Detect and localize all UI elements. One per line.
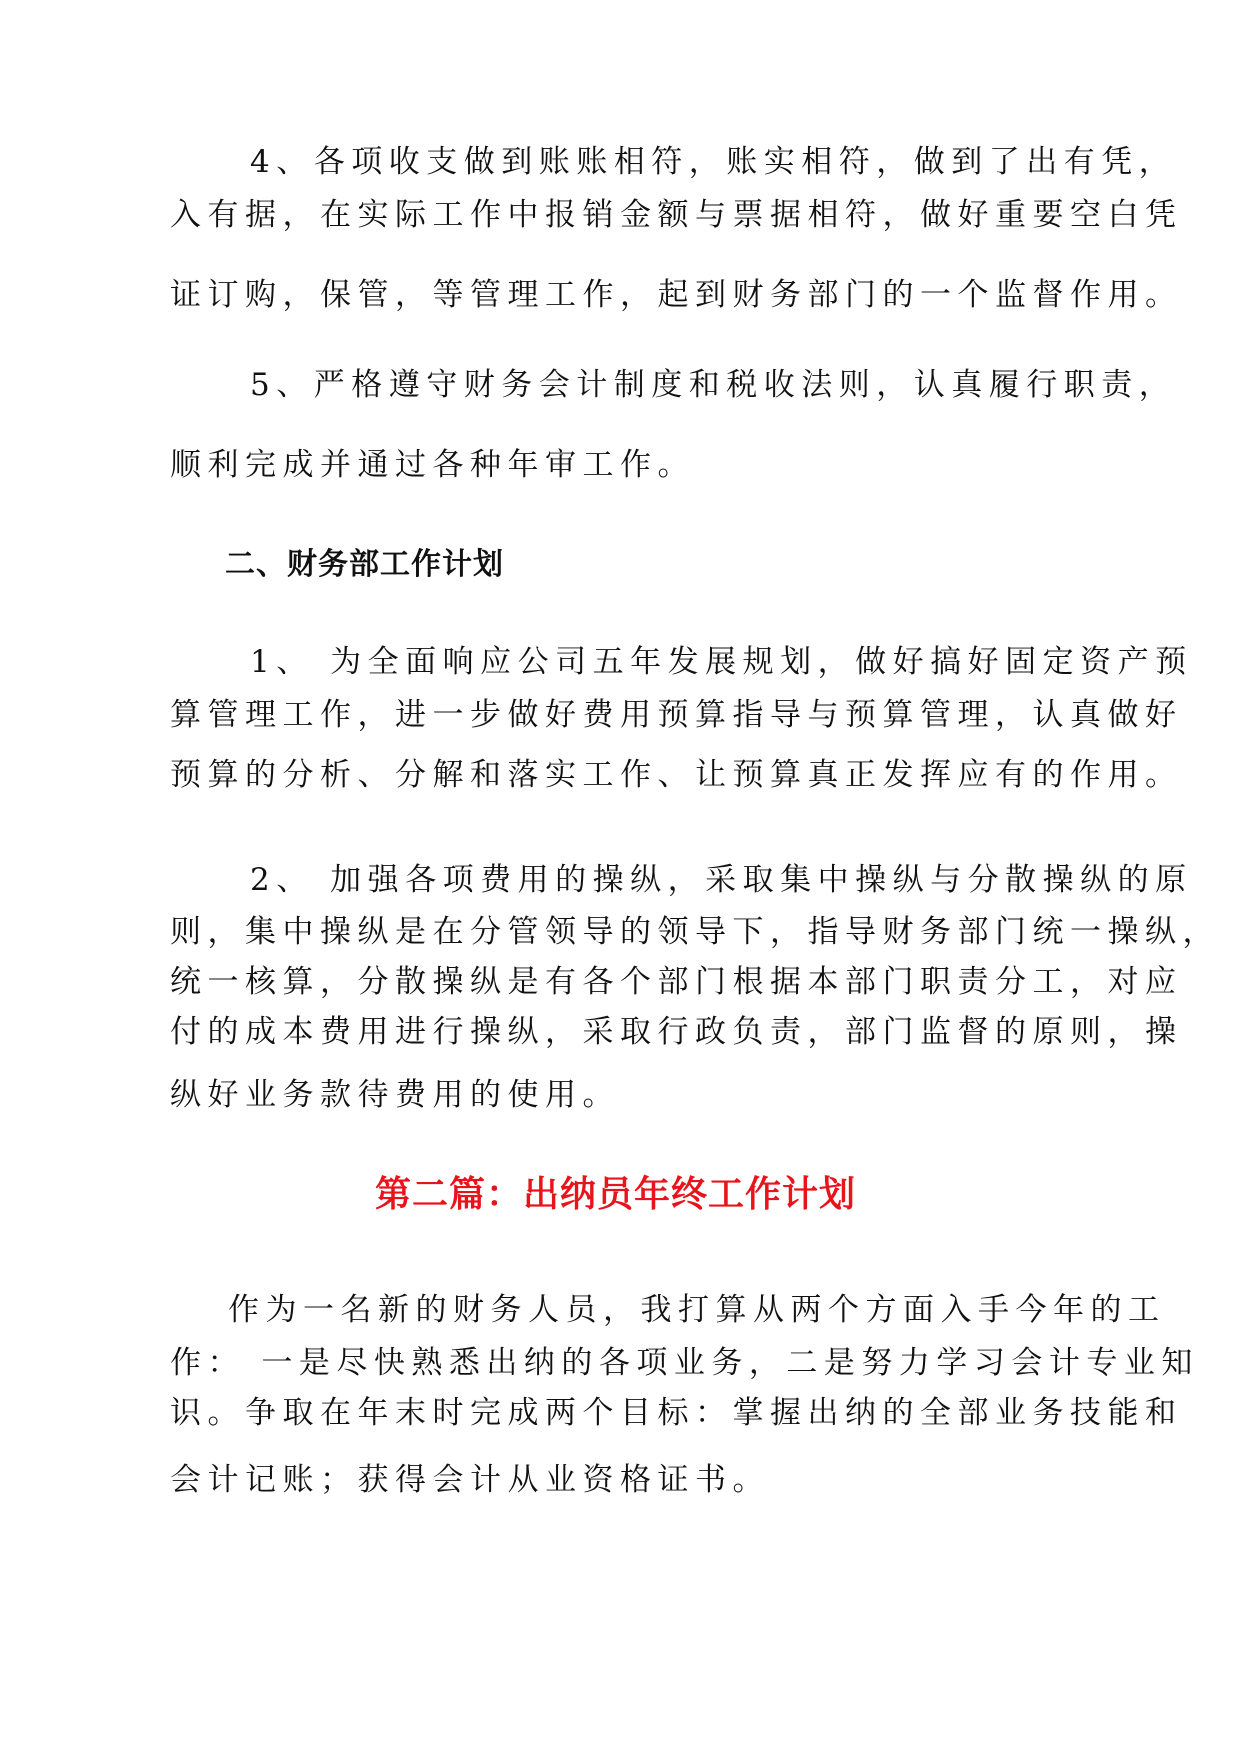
chapter-title: 第二篇：出纳员年终工作计划	[375, 1174, 857, 1215]
paragraph-line: 4、各项收支做到账账相符，账实相符，做到了出有凭，	[250, 144, 1177, 180]
paragraph-line: 作： 一是尽快熟悉出纳的各项业务，二是努力学习会计专业知	[170, 1345, 1199, 1381]
paragraph-line: 入有据，在实际工作中报销金额与票据相符，做好重要空白凭	[170, 197, 1183, 233]
paragraph-line: 证订购，保管，等管理工作，起到财务部门的一个监督作用。	[170, 277, 1183, 313]
paragraph-line: 预算的分析、分解和落实工作、让预算真正发挥应有的作用。	[170, 757, 1183, 793]
paragraph-line: 会计记账；获得会计从业资格证书。	[170, 1462, 770, 1498]
paragraph-line: 顺利完成并通过各种年审工作。	[170, 447, 695, 483]
section-heading: 二、财务部工作计划	[225, 547, 504, 582]
paragraph-line: 算管理工作，进一步做好费用预算指导与预算管理，认真做好	[170, 697, 1183, 733]
paragraph-line: 1、 为全面响应公司五年发展规划，做好搞好固定资产预	[250, 644, 1193, 680]
paragraph-line: 识。争取在年末时完成两个目标：掌握出纳的全部业务技能和	[170, 1395, 1183, 1431]
paragraph-line: 作为一名新的财务人员，我打算从两个方面入手今年的工	[228, 1292, 1166, 1328]
paragraph-line: 统一核算，分散操纵是有各个部门根据本部门职责分工，对应	[170, 964, 1183, 1000]
paragraph-line: 5、严格遵守财务会计制度和税收法则，认真履行职责，	[250, 367, 1177, 403]
paragraph-line: 2、 加强各项费用的操纵，采取集中操纵与分散操纵的原	[250, 862, 1193, 898]
paragraph-line: 付的成本费用进行操纵，采取行政负责，部门监督的原则，操	[170, 1014, 1183, 1050]
paragraph-line: 则，集中操纵是在分管领导的领导下，指导财务部门统一操纵，	[170, 914, 1220, 950]
paragraph-line: 纵好业务款待费用的使用。	[170, 1077, 620, 1113]
